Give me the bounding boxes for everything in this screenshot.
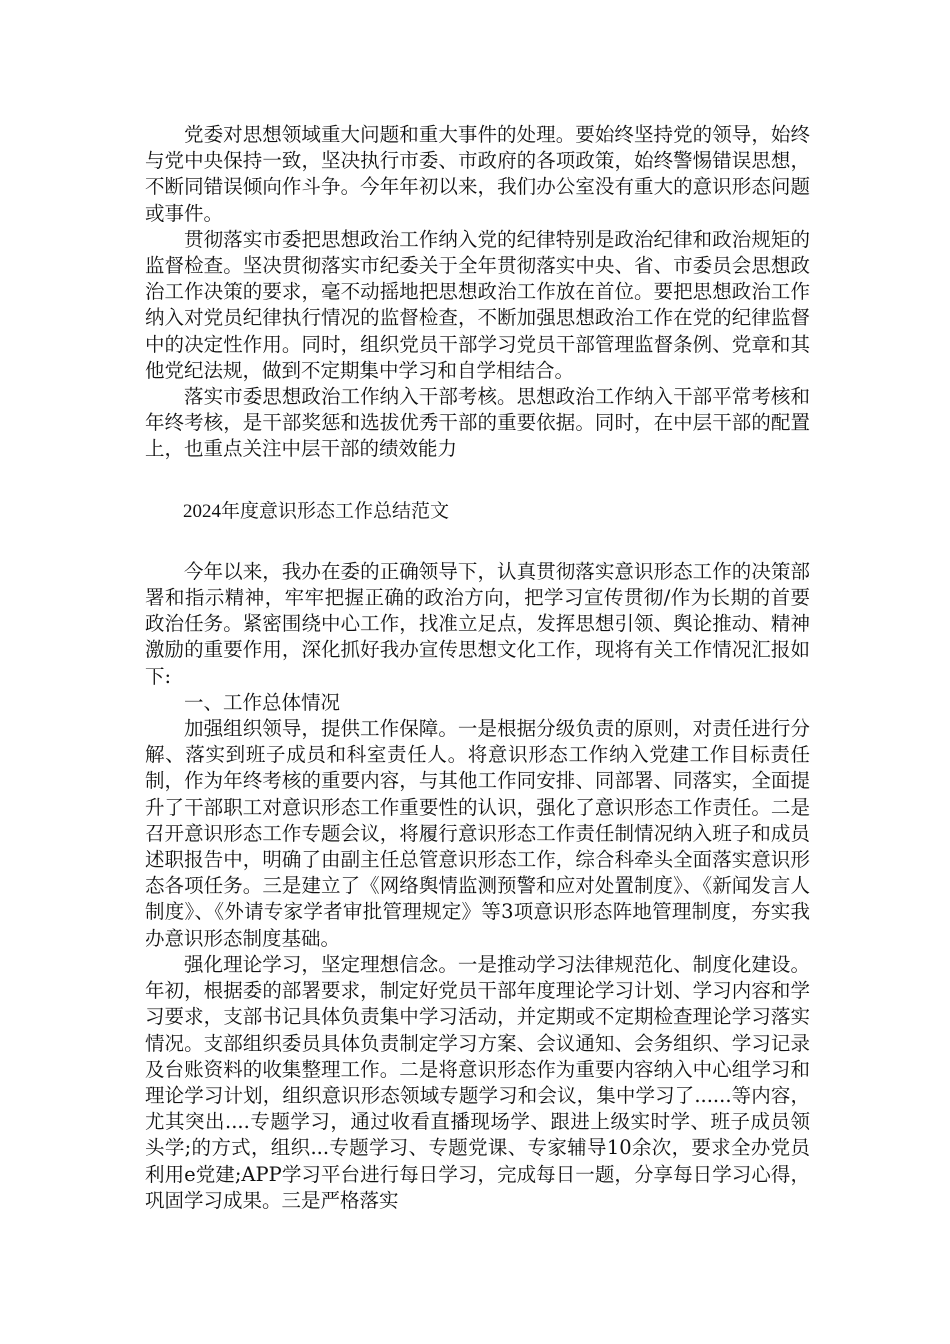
spacer bbox=[145, 525, 810, 559]
document-title: 2024年度意识形态工作总结范文 bbox=[183, 500, 450, 522]
document-body bbox=[145, 122, 810, 1214]
section-heading: 一、工作总体情况 bbox=[184, 690, 341, 714]
spacer bbox=[145, 463, 810, 499]
body-paragraph: 落实市委思想政治工作纳入干部考核。思想政治工作纳入干部平常考核和年终考核，是干部奖惩和选拔优秀干部的重要依据。同时，在中层干部的配置上，也重点关注中层干部的绩效能力 bbox=[145, 385, 810, 461]
body-paragraph: 党委对思想领域重大问题和重大事件的处理。要始终坚持党的领导，始终与党中央保持一致，坚决执行市委、市政府的各项政策，始终警惕错误思想，不断同错误倾向作斗争。今年年初以来，我们办公室没有重大的意识形态问题或事件。 bbox=[145, 123, 810, 225]
body-paragraph: 贯彻落实市委把思想政治工作纳入党的纪律特别是政治纪律和政治规矩的监督检查。坚决贯彻落实市纪委关于全年贯彻落实中央、省、市委员会思想政治工作决策的要求，毫不动摇地把思想政治工作放在首位。要把思想政治工作纳入对党员纪律执行情况的监督检查，不断加强思想政治工作在党的纪律监督中的决定性作用。同时，组织党员干部学习党员干部管理监督条例、党章和其他党纪法规，做到不定期集中学习和自学相结合。 bbox=[145, 227, 810, 382]
body-paragraph: 强化理论学习，坚定理想信念。一是推动学习法律规范化、制度化建设。年初，根据委的部署要求，制定好党员干部年度理论学习计划、学习内容和学习要求，支部书记具体负责集中学习活动，并定期或不定期检查理论学习落实情况。支部组织委员具体负责制定学习方案、会议通知、会务组织、学习记录及台账资料的收集整理工作。二是将意识形态作为重要内容纳入中心组学习和理论学习计划，组织意识形态领域专题学习和会议，集中学习了......等内容，尤其突出....专题学习，通过收看直播现场学、跟进上级实时学、班子成员领头学;的方式，组织...专题学习、专题党课、专家辅导10余次，要求全办党员利用e党建;APP学习平台进行每日学习，完成每日一题，分享每日学习心得，巩固学习成果。三是严格落实 bbox=[145, 952, 810, 1212]
body-paragraph: 加强组织领导，提供工作保障。一是根据分级负责的原则，对责任进行分解、落实到班子成员和科室责任人。将意识形态工作纳入党建工作目标责任制，作为年终考核的重要内容，与其他工作同安排、同部署、同落实，全面提升了干部职工对意识形态工作重要性的认识，强化了意识形态工作责任。二是召开意识形态工作专题会议，将履行意识形态工作责任制情况纳入班子和成员述职报告中，明确了由副主任总管意识形态工作，综合科牵头全面落实意识形态各项任务。三是建立了《网络舆情监测预警和应对处置制度》、《新闻发言人制度》、《外请专家学者审批管理规定》等3项意识形态阵地管理制度，夯实我办意识形态制度基础。 bbox=[145, 717, 810, 950]
intro-paragraph: 今年以来，我办在委的正确领导下，认真贯彻落实意识形态工作的决策部署和指示精神，牢牢把握正确的政治方向，把学习宣传贯彻/作为长期的首要政治任务。紧密围绕中心工作，找准立足点，发挥思想引领、舆论推动、精神激励的重要作用，深化抓好我办宣传思想文化工作，现将有关工作情况汇报如下: bbox=[145, 559, 810, 688]
